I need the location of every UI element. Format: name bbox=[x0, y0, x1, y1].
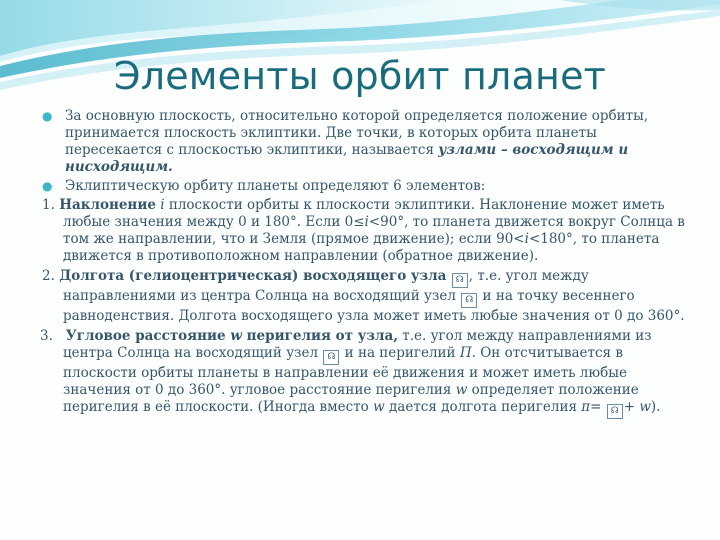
item-term: Долгота (гелиоцентрическая) восходящего узла bbox=[59, 268, 447, 284]
item-variable: П bbox=[459, 345, 472, 361]
bullet-emphasis: узлами – восходящим и нисходящим. bbox=[65, 142, 629, 175]
item-variable: w bbox=[639, 399, 651, 415]
slide-body bbox=[40, 108, 692, 419]
item-number: 2. bbox=[42, 268, 55, 284]
item-variable: i bbox=[364, 214, 369, 230]
item-variable: π bbox=[581, 399, 591, 415]
element-item-3 bbox=[40, 328, 692, 419]
item-number: 3. bbox=[40, 328, 53, 344]
item-term: перигелия от узла, bbox=[241, 328, 398, 344]
item-variable: i bbox=[524, 231, 529, 247]
item-text: = bbox=[590, 399, 606, 415]
item-text: <180°, то планета движется в противоположном направлении (обратное движение). bbox=[63, 231, 660, 264]
item-text: дается долгота перигелия bbox=[384, 399, 582, 415]
item-text: . Он отсчитывается в плоскости орбиты планеты в направлении её движения и может иметь любые значения от 0 до 360°. угловое расстояние перигелия bbox=[63, 345, 628, 398]
item-term: Угловое расстояние bbox=[65, 328, 231, 344]
item-text: и на перигелий bbox=[340, 345, 460, 361]
element-item-1 bbox=[40, 197, 692, 265]
item-text: , т.е. угол между направлениями из центра Солнца на восходящий узел bbox=[63, 268, 589, 304]
item-text: определяет положение перигелия в её плоскости. (Иногда вместо bbox=[63, 382, 639, 415]
item-text: <90°, то планета движется вокруг Солнца в том же направлении, что и Земля (прямое движение); если 90< bbox=[63, 214, 685, 247]
bullet-text: Эклиптическую орбиту планеты определяют 6 элементов: bbox=[65, 178, 486, 194]
bullet-dot-icon: ● bbox=[42, 179, 53, 193]
item-text: ). bbox=[650, 399, 661, 415]
item-variable: w bbox=[373, 399, 385, 415]
item-term: Наклонение bbox=[59, 197, 156, 213]
ascending-node-icon: ☊ bbox=[461, 293, 477, 308]
item-variable: i bbox=[160, 197, 165, 213]
ascending-node-icon: ☊ bbox=[607, 404, 623, 419]
bullet-dot-icon: ● bbox=[42, 109, 53, 123]
item-text: + bbox=[623, 399, 640, 415]
item-variable: w bbox=[230, 328, 242, 344]
item-variable: w bbox=[455, 382, 468, 398]
item-text: плоскости орбиты к плоскости эклиптики. Наклонение может иметь любые значения между 0 и 180°. Если 0≤ bbox=[63, 197, 665, 230]
ascending-node-icon: ☊ bbox=[452, 273, 468, 288]
element-item-2 bbox=[40, 268, 692, 325]
bullet-item bbox=[40, 108, 692, 176]
bullet-item bbox=[40, 178, 692, 195]
item-text: и на точку весеннего равноденствия. Долгота восходящего узла может иметь любые значения от 0 до 360°. bbox=[63, 288, 685, 324]
slide-title: Элементы орбит планет bbox=[113, 54, 606, 98]
item-number: 1. bbox=[42, 197, 55, 213]
bullet-text: За основную плоскость, относительно которой определяется положение орбиты, принимается плоскость эклиптики. Две точки, в которых орбита планеты пересекается с плоскостью эклиптики, называется bbox=[65, 108, 649, 158]
item-text: т.е. угол между направлениями из центра Солнца на восходящий узел bbox=[63, 328, 652, 361]
ascending-node-icon: ☊ bbox=[323, 350, 339, 365]
